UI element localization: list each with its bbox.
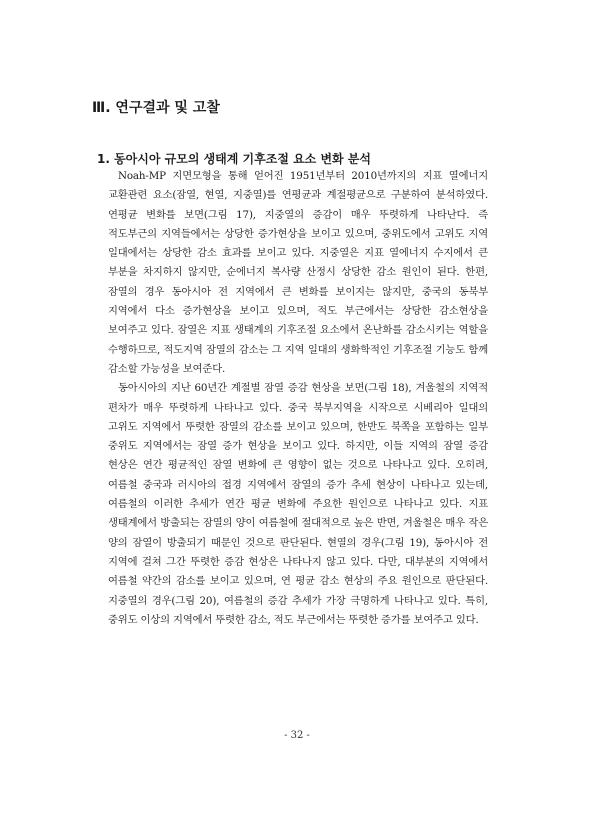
section-body bbox=[108, 167, 488, 630]
chapter-title: Ⅲ. 연구결과 및 고찰 bbox=[92, 100, 220, 116]
section-title: 1. 동아시아 규모의 생태계 기후조절 요소 변화 분석 bbox=[97, 152, 371, 166]
body-paragraph-1: Noah-MP 지면모형을 통해 얻어진 1951년부터 2010년까지의 지표 열에너지 교환관련 요소(잠열, 현열, 지중열)를 연평균과 계절평균으로 구분하여 분석하였다. 연평균 변화를 보면(그림 17), 지중열의 증감이 매우 뚜렷하게 나타난다. 즉 적도부근의 지역들에서는 상당한 증가현상을 보이고 있으며, 중위도에서 고위도 지역 일대에서는 상당한 감소 효과를 보이고 있다. 지중열은 지표 열에너지 수지에서 큰 부분을 차지하지 않지만, 순에너지 복사량 산정시 상당한 감소 원인이 된다. 한편, 잠열의 경우 동아시아 전 지역에서 큰 변화를 보이지는 않지만, 중국의 동북부 지역에서 다소 증가현상을 보이고 있으며, 적도 부근에서는 상당한 감소현상을 보여주고 있다. 잠열은 지표 생태계의 기후조절 요소에서 온난화를 감소시키는 역할을 수행하므로, 적도지역 잠열의 감소는 그 지역 일대의 생화학적인 기후조절 기능도 함께 감소할 가능성을 보여준다. bbox=[108, 170, 488, 375]
body-paragraph-2: 동아시아의 지난 60년간 계절별 잠열 증감 현상을 보면(그림 18), 겨울철의 지역적 편차가 매우 뚜렷하게 나타나고 있다. 중국 북부지역을 시작으로 시베리아 일대의 고위도 지역에서 뚜렷한 잠열의 감소를 보이고 있으며, 한반도 북쪽을 포함하는 일부 중위도 지역에서는 잠열 증가 현상을 보이고 있다. 하지만, 이들 지역의 잠열 증감 현상은 연간 평균적인 잠열 변화에 큰 영향이 없는 것으로 나타나고 있다. 오히려, 여름철 중국과 러시아의 접경 지역에서 잠열의 증가 추세 현상이 나타나고 있는데, 여름철의 이러한 추세가 연간 평균 변화에 주요한 원인으로 나타나고 있다. 지표 생태계에서 방출되는 잠열의 양이 여름철에 절대적으로 높은 반면, 겨울철은 매우 작은 양의 잠열이 방출되기 때문인 것으로 판단된다. 현열의 경우(그림 19), 동아시아 전 지역에 걸쳐 그간 뚜렷한 증감 현상은 나타나지 않고 있다. 다만, 대부분의 지역에서 여름철 약간의 감소를 보이고 있으며, 연 평균 감소 현상의 주요 원인으로 판단된다. 지중열의 경우(그림 20), 여름철의 증감 추세가 가장 극명하게 나타나고 있다. 특히, 중위도 이상의 지역에서 뚜렷한 감소, 적도 부근에서는 뚜렷한 증가를 보여주고 있다. bbox=[108, 382, 488, 626]
page-number: - 32 - bbox=[284, 730, 310, 741]
